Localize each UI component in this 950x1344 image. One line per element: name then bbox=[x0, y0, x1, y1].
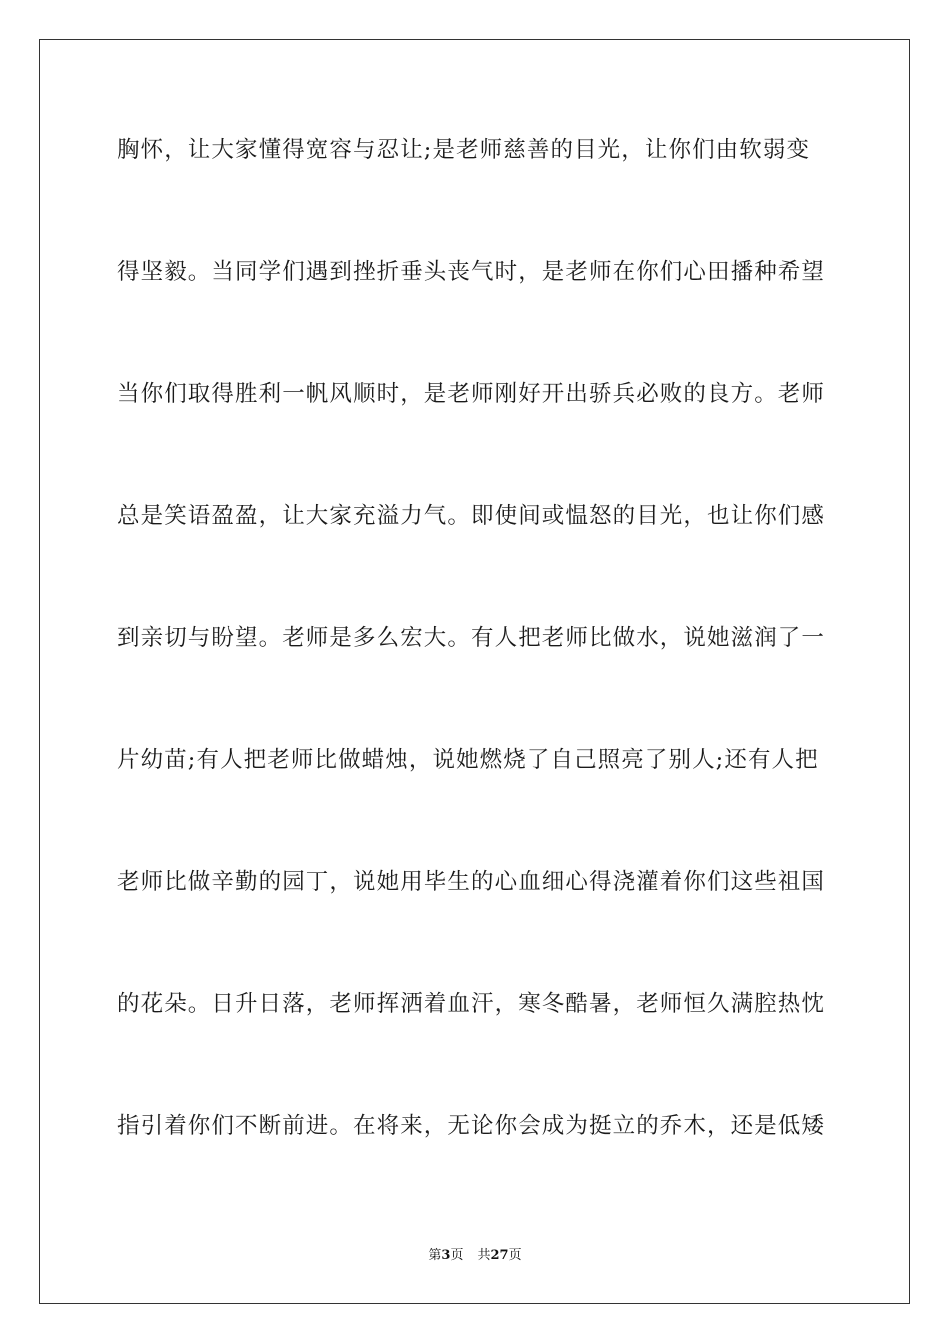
text-line: 当你们取得胜利一帆风顺时，是老师刚好开出骄兵必败的良方。老师 bbox=[117, 381, 826, 407]
total-pages: 27 bbox=[490, 1248, 509, 1263]
text-line: 老师比做辛勤的园丁，说她用毕生的心血细心得浇灌着你们这些祖国 bbox=[117, 869, 826, 895]
text-line: 胸怀，让大家懂得宽容与忍让;是老师慈善的目光，让你们由软弱变 bbox=[117, 137, 811, 163]
page-prefix: 第 bbox=[428, 1248, 442, 1263]
total-suffix: 页 bbox=[508, 1248, 522, 1263]
page-footer bbox=[0, 1248, 950, 1264]
text-line: 到亲切与盼望。老师是多么宏大。有人把老师比做水，说她滋润了一 bbox=[117, 625, 826, 651]
text-line: 得坚毅。当同学们遇到挫折垂头丧气时，是老师在你们心田播种希望 bbox=[117, 259, 826, 285]
body-text bbox=[117, 128, 837, 1226]
page-suffix: 页 bbox=[450, 1248, 464, 1263]
text-line: 的花朵。日升日落，老师挥洒着血汗，寒冬酷暑，老师恒久满腔热忱 bbox=[117, 991, 826, 1017]
total-prefix: 共 bbox=[477, 1248, 491, 1263]
text-line: 指引着你们不断前进。在将来，无论你会成为挺立的乔木，还是低矮 bbox=[117, 1113, 826, 1139]
text-line: 总是笑语盈盈，让大家充溢力气。即使间或愠怒的目光，也让你们感 bbox=[117, 503, 826, 529]
text-line: 片幼苗;有人把老师比做蜡烛，说她燃烧了自己照亮了别人;还有人把 bbox=[117, 747, 819, 773]
page-number: 3 bbox=[441, 1248, 451, 1263]
